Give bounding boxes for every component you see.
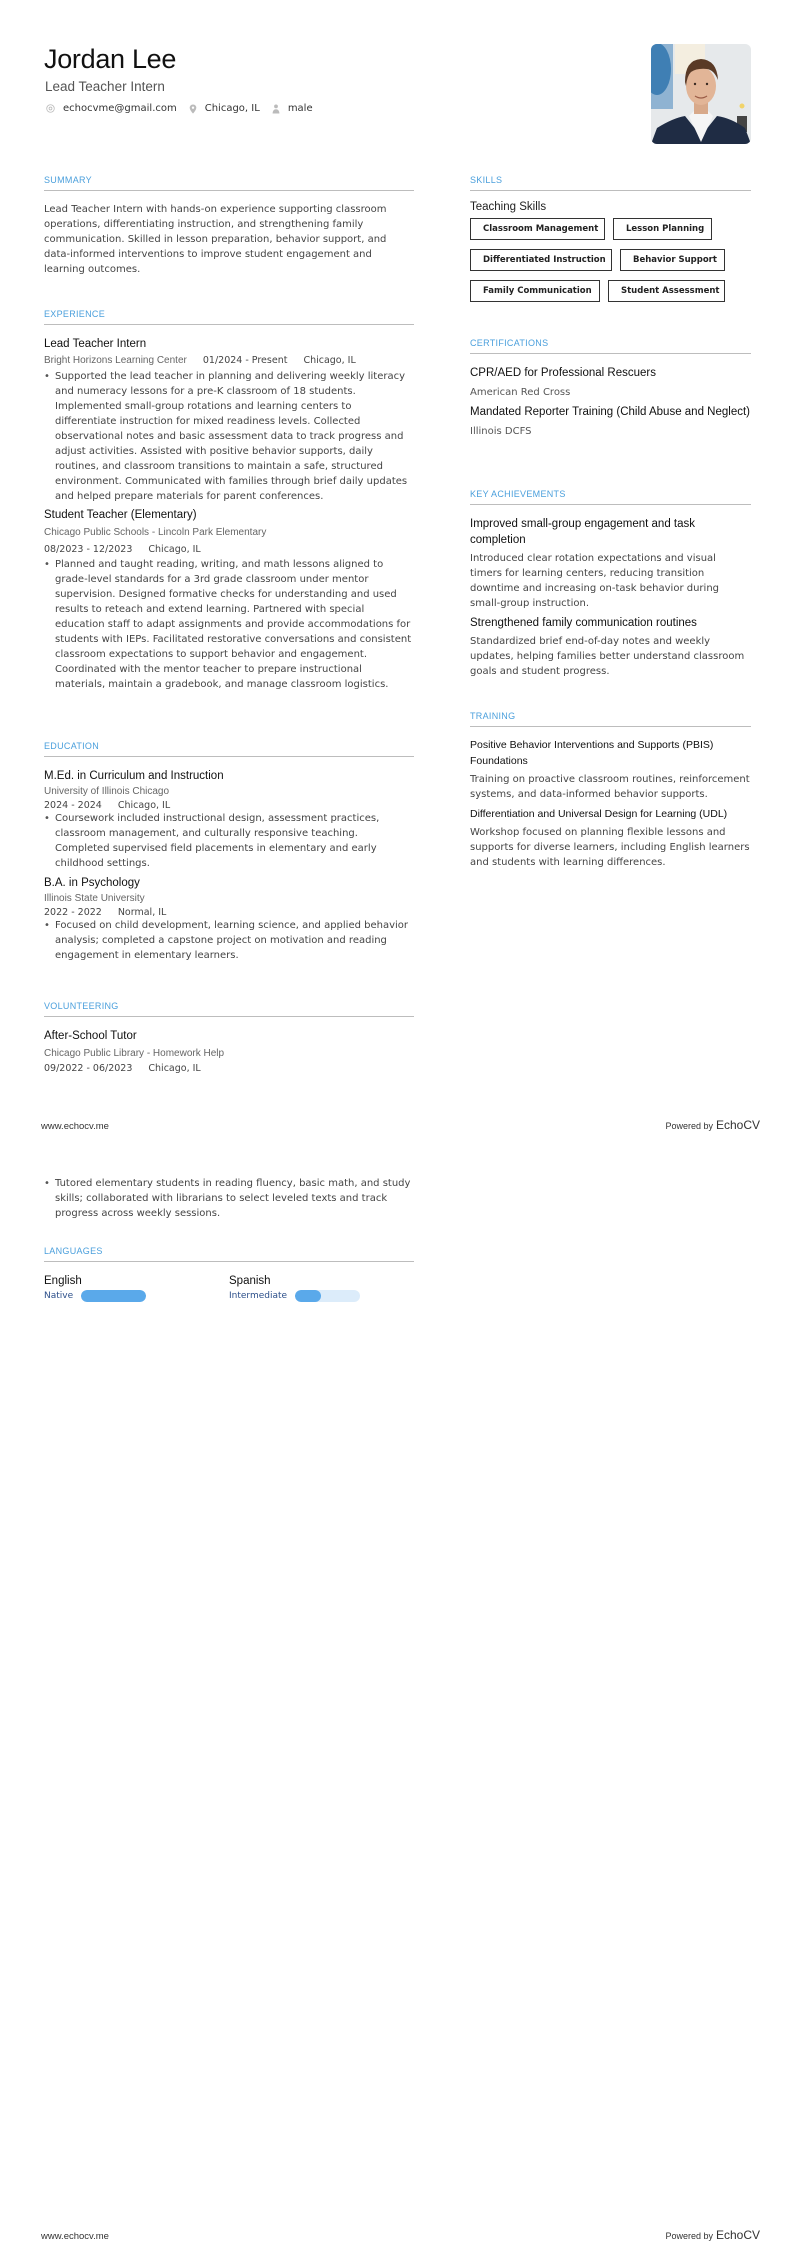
experience-section [44,309,414,692]
job-location: Chicago, IL [148,544,201,555]
language-proficiency-bar [295,1290,360,1302]
language-level: Native [44,1291,74,1301]
brand-name: EchoCV [715,2228,760,2242]
degree: M.Ed. in Curriculum and Instruction [44,770,224,782]
candidate-role: Lead Teacher Intern [45,79,165,94]
achievement-entry [470,516,751,611]
job-title: Lead Teacher Intern [44,338,147,350]
education-section [44,741,414,963]
certifications-heading: CERTIFICATIONS [470,338,751,354]
achievements-heading: KEY ACHIEVEMENTS [470,489,751,505]
person-icon [272,104,280,114]
language-item [229,1274,414,1302]
training-text: Workshop focused on planning flexible lessons and supports for diverse learners, including English learners and students with learning differences. [470,827,750,868]
volunteering-heading: VOLUNTEERING [44,1001,414,1017]
certification-issuer: Illinois DCFS [470,426,532,437]
volunteer-location: Chicago, IL [148,1063,201,1074]
training-section [470,711,751,870]
contact-location [189,103,260,114]
achievement-title: Improved small-group engagement and task completion [470,518,696,546]
volunteer-dates: 09/2022 - 06/2023 [44,1063,133,1074]
experience-entry [44,336,414,504]
education-heading: EDUCATION [44,741,414,757]
skill-tag: Behavior Support [620,249,725,271]
experience-heading: EXPERIENCE [44,309,414,325]
job-location: Chicago, IL [303,355,356,366]
certification-issuer: American Red Cross [470,387,571,398]
gender-text: male [287,103,313,114]
edu-dates: 2022 - 2022 [44,907,102,918]
volunteer-org: Chicago Public Library - Homework Help [44,1048,225,1059]
training-title: Differentiation and Universal Design for Learning (UDL) [470,808,728,820]
school: University of Illinois Chicago [44,786,170,797]
job-bullet: • Supported the lead teacher in planning and delivering weekly literacy and numeracy lessons for a pre-K classroom of 18 students. Implemented small-group rotations and learning centers to differentiate instruction for mixed readiness levels. Collected observational notes and basic assessment data to track progress and adjust activities. Assisted with positive behavior supports, daily routines, and classroom transitions to maintain a safe, structured environment. Communicated with families through brief daily updates and helped prepare materials for parent conferences. [44,369,414,504]
certification-name: CPR/AED for Professional Rescuers [470,367,656,379]
volunteering-continued [44,1176,414,1221]
job-title: Student Teacher (Elementary) [44,509,197,521]
language-name: English [44,1275,82,1287]
education-entry [44,768,414,871]
language-name: Spanish [229,1275,271,1287]
edu-bullet: • Focused on child development, learning science, and applied behavior analysis; completed a capstone project on motivation and reading engagement in elementary learners. [44,918,414,963]
candidate-name: Jordan Lee [44,44,177,74]
skill-tag: Student Assessment [608,280,725,302]
skill-tag: Classroom Management [470,218,605,240]
skill-tag: Differentiated Instruction [470,249,612,271]
page-footer [41,1116,760,1134]
footer-url[interactable]: www.echocv.me [41,1121,109,1132]
volunteer-bullet: • Tutored elementary students in reading fluency, basic math, and study skills; collaborated with librarians to select leveled texts and track progress across weekly sessions. [44,1176,414,1221]
achievement-text: Introduced clear rotation expectations and visual timers for learning centers, reducing transition downtime and increasing on-task behavior during small-group instruction. [470,553,720,609]
contact-email[interactable] [46,103,177,114]
edu-location: Normal, IL [117,907,167,918]
achievement-text: Standardized brief end-of-day notes and weekly updates, helping families better understand classroom goals and student progress. [470,636,745,677]
powered-by: Powered by EchoCV [665,2228,760,2242]
edu-location: Chicago, IL [117,800,171,811]
language-proficiency-bar [81,1290,146,1302]
contact-gender [272,103,313,114]
email-text: echocvme@gmail.com [63,103,177,114]
job-bullet: • Planned and taught reading, writing, and math lessons aligned to grade-level standards for a 3rd grade classroom under mentor supervision. Designed formative checks for understanding and used results to reteach and extend learning. Partnered with special education staff to adapt assignments and provide accommodations for students with IEPs. Facilitated restorative conversations and consistent classroom expectations to support behavior and engagement. Coordinated with the mentor teacher to prepare instructional materials, maintain a gradebook, and manage classroom logistics. [44,557,414,692]
profile-photo [651,44,751,144]
training-entry [470,806,751,870]
languages-heading: LANGUAGES [44,1246,414,1262]
language-level: Intermediate [229,1291,288,1301]
employer: Chicago Public Schools - Lincoln Park Elementary [44,527,267,538]
skill-group-title: Teaching Skills [470,201,547,213]
certifications-section [470,338,751,439]
skills-heading: SKILLS [470,175,751,191]
footer-url[interactable]: www.echocv.me [41,2231,109,2242]
training-heading: TRAINING [470,711,751,727]
skills-section [470,175,751,302]
certification-name: Mandated Reporter Training (Child Abuse and Neglect) [470,406,750,418]
achievement-title: Strengthened family communication routines [470,617,697,629]
degree: B.A. in Psychology [44,877,140,889]
summary-section [44,175,414,277]
school: Illinois State University [44,893,145,904]
achievements-section [470,489,751,679]
location-pin-icon [189,104,197,114]
page-footer [41,2226,760,2244]
summary-text: Lead Teacher Intern with hands-on experience supporting classroom operations, differentiating instruction, and strengthening family communication. Skilled in lesson preparation, behavior support, and data-informed interventions to improve student engagement and learning outcomes. [44,204,387,275]
edu-dates: 2024 - 2024 [44,800,102,811]
brand-name: EchoCV [715,1118,760,1132]
languages-section [44,1246,414,1302]
volunteering-entry [44,1028,414,1074]
training-text: Training on proactive classroom routines, reinforcement systems, and data-informed behavior supports. [470,774,750,800]
certification-entry [470,404,751,439]
training-title: Positive Behavior Interventions and Supports (PBIS) Foundations [470,739,714,767]
edu-bullet: • Coursework included instructional design, assessment practices, classroom management, and culturally responsive teaching. Completed supervised field placements in elementary and early childhood settings. [44,811,414,871]
at-icon [46,104,55,113]
skill-tag: Family Communication [470,280,600,302]
achievement-entry [470,615,751,679]
volunteering-section [44,1001,414,1074]
experience-entry [44,507,414,692]
education-entry [44,875,414,963]
employer: Bright Horizons Learning Center [44,355,187,366]
skill-tag: Lesson Planning [613,218,712,240]
job-dates: 01/2024 - Present [202,355,288,366]
volunteer-title: After-School Tutor [44,1030,137,1042]
certification-entry [470,365,751,400]
language-item [44,1274,229,1302]
summary-heading: SUMMARY [44,175,414,191]
training-entry [470,737,751,802]
powered-by: Powered by EchoCV [665,1118,760,1132]
job-dates: 08/2023 - 12/2023 [44,544,133,555]
skill-tags [470,218,760,302]
location-text: Chicago, IL [204,103,260,114]
contact-list [46,103,325,114]
